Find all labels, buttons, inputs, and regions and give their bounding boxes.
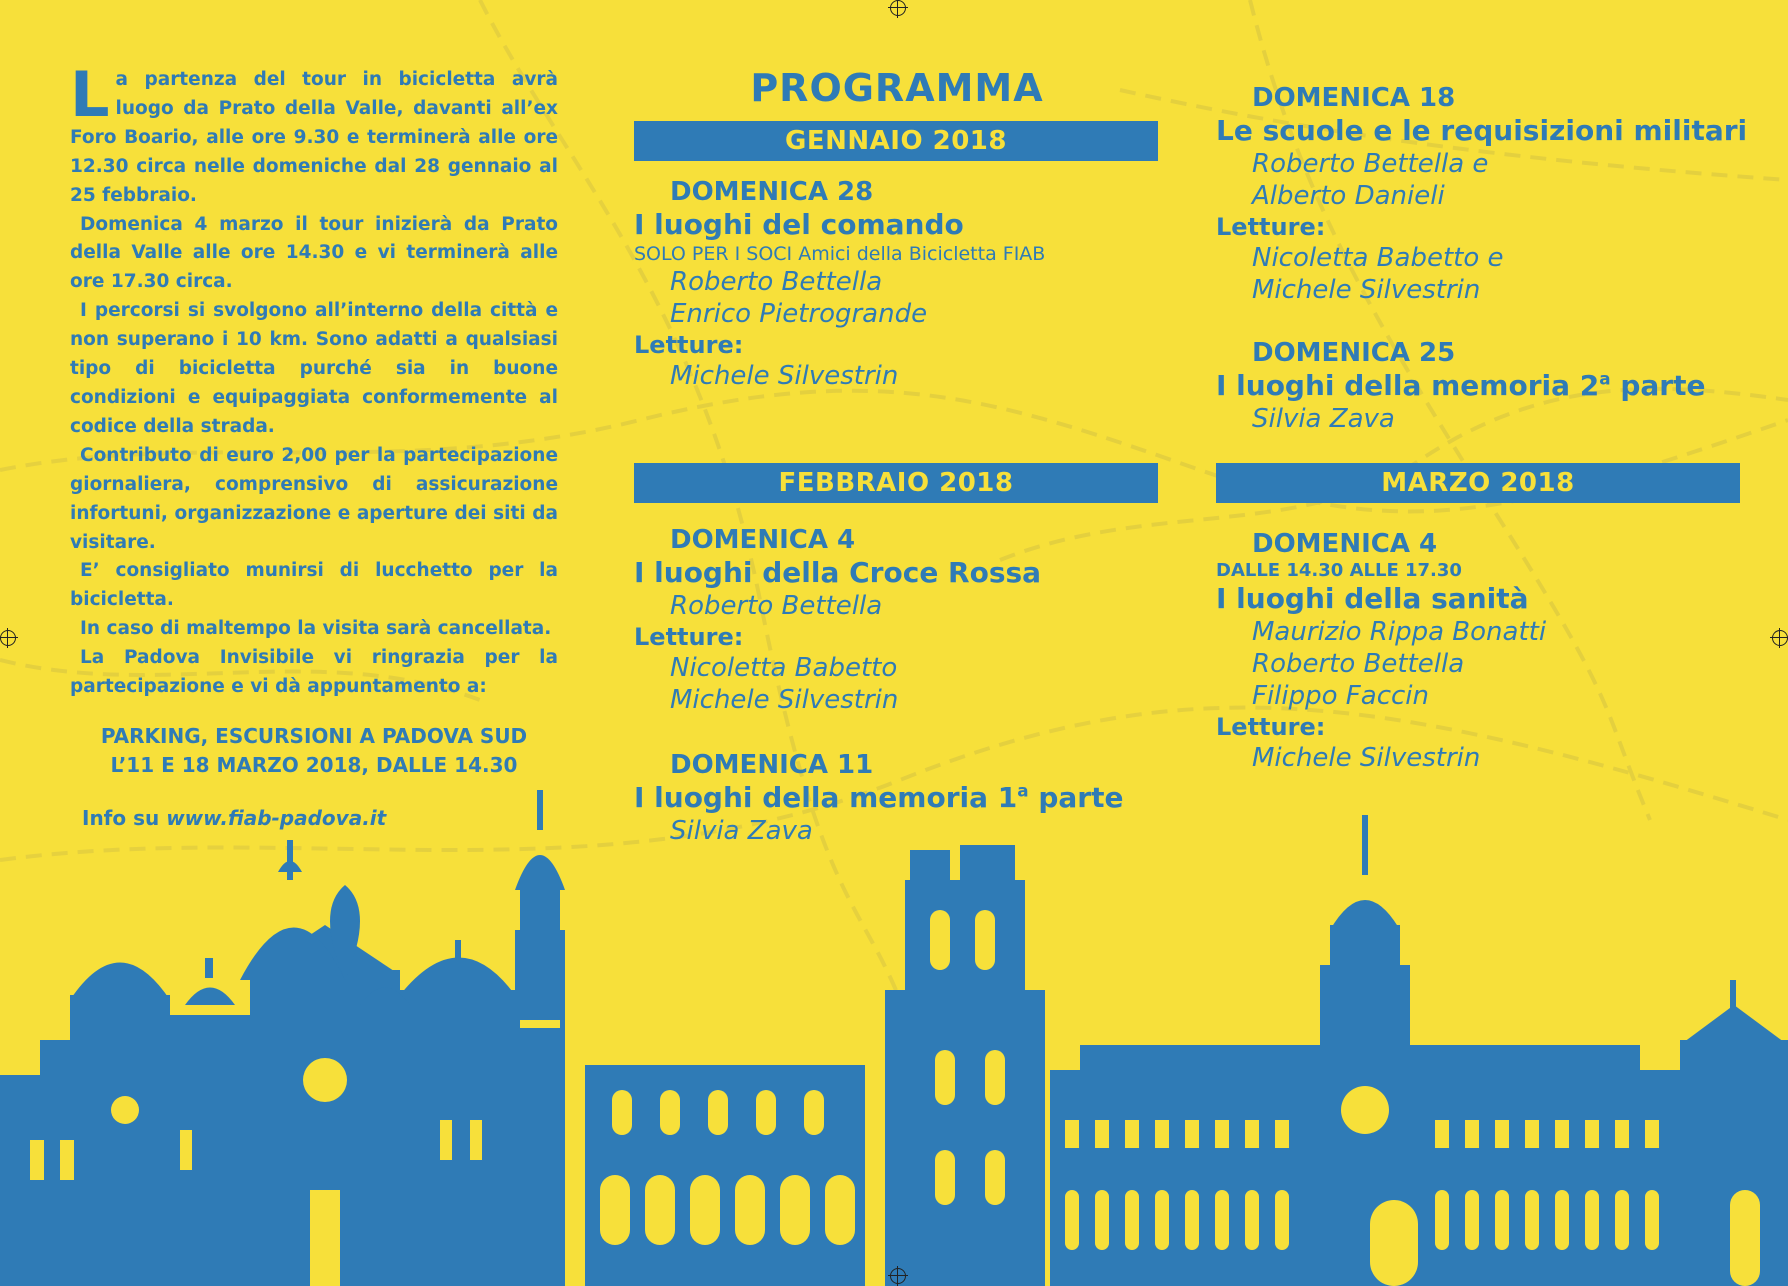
padova-skyline-illustration (0, 790, 1788, 1286)
reader: Nicoletta Babetto e (1252, 243, 1504, 273)
parking-line-1: PARKING, ESCURSIONI A PADOVA SUD (100, 724, 528, 748)
speaker: Roberto Bettella (670, 591, 883, 621)
letture-label: Letture: (634, 623, 744, 651)
event-marzo-4 (1216, 528, 1546, 774)
letture-label: Letture: (1216, 713, 1326, 741)
speaker: Filippo Faccin (1252, 681, 1429, 711)
reader: Nicoletta Babetto (670, 653, 898, 683)
reader: Michele Silvestrin (670, 361, 899, 391)
speaker: Maurizio Rippa Bonatti (1252, 617, 1547, 647)
parking-announcement (70, 722, 558, 780)
banner-marzo: MARZO 2018 (1216, 463, 1740, 503)
registration-mark-icon (890, 1268, 906, 1284)
intro-paragraph-4: Contributo di euro 2,00 per la partecipazione giornaliera, comprensivo di assicurazione infortuni, organizzazione e aperture dei siti da visitare. (70, 444, 558, 553)
parking-line-2: L’11 E 18 MARZO 2018, DALLE 14.30 (110, 753, 518, 777)
event-note: SOLO PER I SOCI Amici della Bicicletta FIAB (634, 243, 1046, 265)
intro-paragraph-7: La Padova Invisibile vi ringrazia per la partecipazione e vi dà appuntamento a: (70, 647, 558, 698)
event-topic: Le scuole e le requisizioni militari (1216, 114, 1748, 147)
banner-febbraio: FEBBRAIO 2018 (634, 463, 1158, 503)
intro-paragraph-3: I percorsi si svolgono all’interno della città e non superano i 10 km. Sono adatti a qualsiasi tipo di bicicletta purché sia in buone condizioni e equipaggiata conformemente al codice della strada. (70, 300, 558, 437)
speaker: Silvia Zava (1252, 404, 1395, 434)
banner-gennaio: GENNAIO 2018 (634, 121, 1158, 161)
speaker: Alberto Danieli (1252, 181, 1445, 211)
event-day: DOMENICA 11 (670, 750, 874, 780)
speaker: Roberto Bettella (670, 267, 883, 297)
reader: Michele Silvestrin (670, 685, 899, 715)
reader: Michele Silvestrin (1252, 743, 1481, 773)
event-day: DOMENICA 4 (670, 525, 856, 555)
event-topic: I luoghi della sanità (1216, 582, 1529, 615)
letture-label: Letture: (634, 331, 744, 359)
event-day: DOMENICA 28 (670, 177, 874, 207)
event-febbraio-4 (634, 524, 1041, 716)
event-gennaio-28 (634, 176, 1045, 392)
registration-mark-icon (0, 630, 16, 646)
info-prefix: Info su (82, 806, 167, 830)
reader: Michele Silvestrin (1252, 275, 1481, 305)
registration-mark-icon (890, 0, 906, 16)
registration-mark-icon (1772, 630, 1788, 646)
intro-paragraph-6: In caso di maltempo la visita sarà cancellata. (80, 618, 552, 640)
intro-paragraph-2: Domenica 4 marzo il tour inizierà da Prato della Valle alle ore 14.30 e vi terminerà alle ore 17.30 circa. (70, 213, 558, 293)
event-topic: I luoghi della Croce Rossa (634, 556, 1042, 589)
event-time-note: DALLE 14.30 ALLE 17.30 (1216, 560, 1462, 581)
intro-paragraph-1: La partenza del tour in bicicletta avrà luogo da Prato della Valle, davanti all’ex Foro Boario, alle ore 9.30 e terminerà alle ore 12.30 circa nelle domeniche dal 28 gennaio al 25 febbraio. (70, 58, 558, 206)
speaker: Silvia Zava (670, 816, 813, 846)
intro-text (70, 58, 558, 702)
event-day: DOMENICA 25 (1252, 338, 1456, 368)
drop-cap: L (70, 58, 110, 131)
event-day: DOMENICA 4 (1252, 529, 1438, 559)
speaker: Roberto Bettella (1252, 649, 1465, 679)
event-gennaio-25 (1216, 337, 1705, 435)
intro-paragraph-5: E’ consigliato munirsi di lucchetto per la bicicletta. (70, 560, 558, 611)
event-day: DOMENICA 18 (1252, 83, 1456, 113)
event-gennaio-18 (1216, 82, 1747, 306)
event-topic: I luoghi della memoria 2$^a$ parte (1216, 368, 1706, 402)
letture-label: Letture: (1216, 213, 1326, 241)
event-topic: I luoghi della memoria 1$^a$ parte (634, 780, 1124, 814)
event-topic: I luoghi del comando (634, 208, 964, 241)
programme-title: PROGRAMMA (750, 66, 1044, 110)
info-url-link[interactable]: www.fiab-padova.it (166, 806, 387, 830)
speaker: Roberto Bettella e (1252, 149, 1489, 179)
speaker: Enrico Pietrogrande (670, 299, 928, 329)
